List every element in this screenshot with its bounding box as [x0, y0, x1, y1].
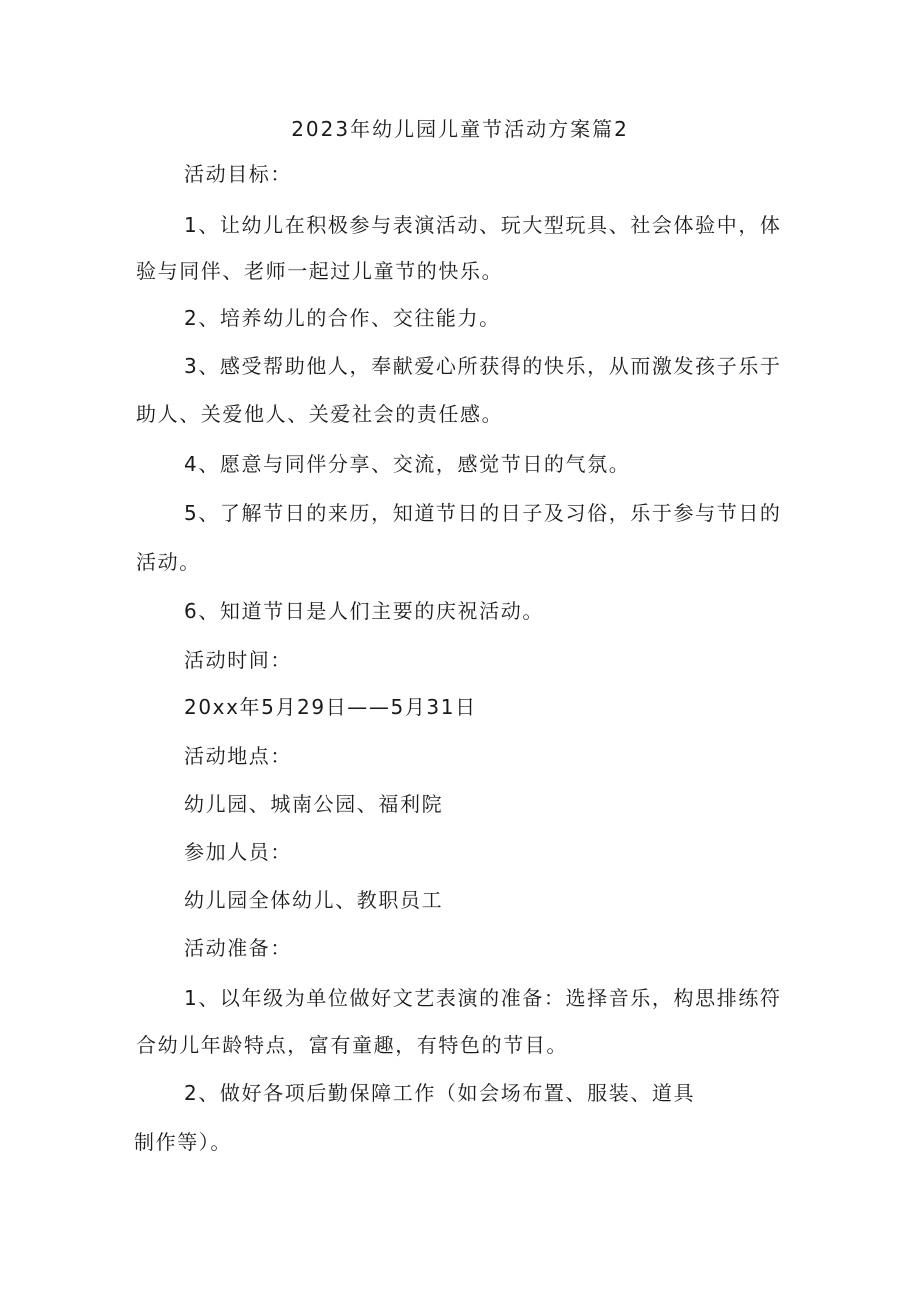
- participants: 幼儿园全体幼儿、教职员工: [184, 888, 444, 912]
- goal-4: 4、愿意与同伴分享、交流，感觉节日的气氛。: [184, 452, 631, 476]
- activity-time: 20xx年5月29日——5月31日: [184, 695, 477, 719]
- goal-5-line-2: 活动。: [136, 550, 201, 574]
- goal-2: 2、培养幼儿的合作、交往能力。: [184, 306, 501, 330]
- goal-6: 6、知道节日是人们主要的庆祝活动。: [184, 599, 544, 623]
- prep-2-line-2: 制作等）。: [134, 1130, 232, 1154]
- document-title: 2023年幼儿园儿童节活动方案篇2: [291, 117, 629, 141]
- heading-time: 活动时间：: [184, 648, 292, 672]
- goal-3-line-1: 3、感受帮助他人，奉献爱心所获得的快乐，从而激发孩子乐于: [184, 354, 782, 378]
- goal-1-line-2: 验与同伴、老师一起过儿童节的快乐。: [136, 259, 504, 283]
- activity-location: 幼儿园、城南公园、福利院: [184, 792, 444, 816]
- prep-1-line-2: 合幼儿年龄特点，富有童趣，有特色的节目。: [136, 1033, 568, 1057]
- prep-1-line-1: 1、以年级为单位做好文艺表演的准备：选择音乐，构思排练符: [184, 986, 782, 1010]
- goal-3-line-2: 助人、关爱他人、关爱社会的责任感。: [136, 402, 504, 426]
- heading-goals: 活动目标：: [184, 162, 292, 186]
- goal-5-line-1: 5、了解节日的来历，知道节日的日子及习俗，乐于参与节日的: [184, 501, 782, 525]
- heading-location: 活动地点：: [184, 744, 292, 768]
- heading-participants: 参加人员：: [184, 840, 292, 864]
- prep-2-line-1: 2、做好各项后勤保障工作（如会场布置、服装、道具: [184, 1081, 696, 1105]
- goal-1-line-1: 1、让幼儿在积极参与表演活动、玩大型玩具、社会体验中，体: [184, 213, 782, 237]
- heading-preparation: 活动准备：: [184, 936, 292, 960]
